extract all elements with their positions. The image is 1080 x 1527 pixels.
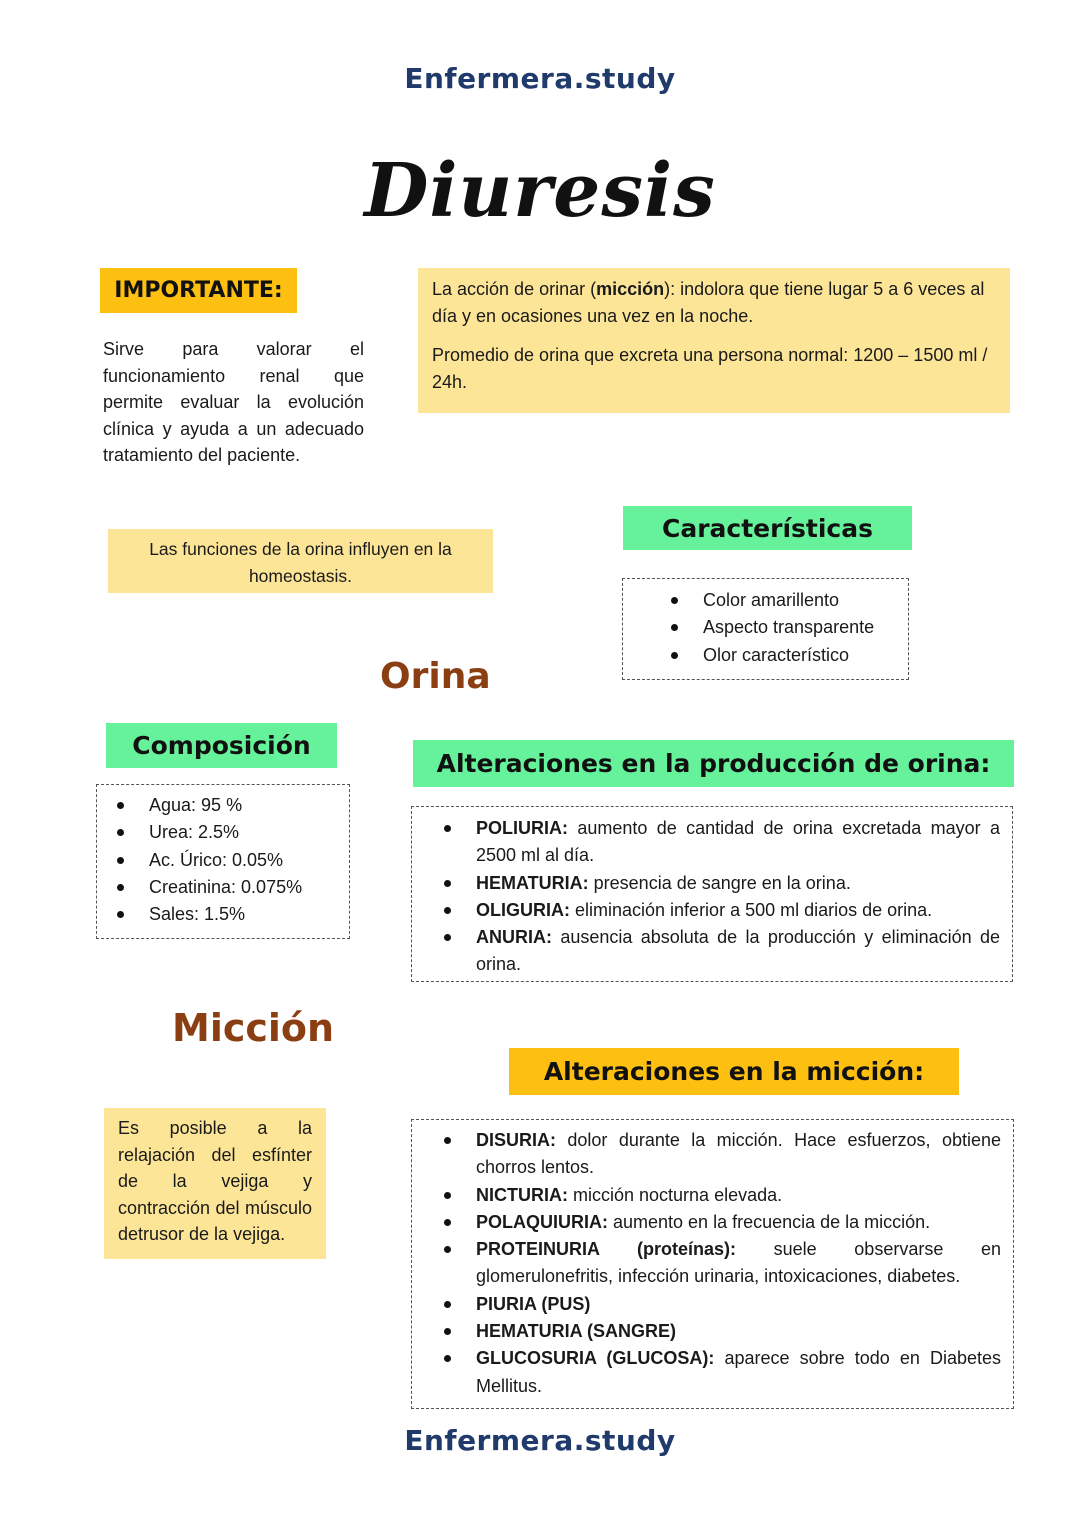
- miccion-heading: Micción: [172, 1006, 335, 1050]
- description: dolor durante la micción. Hace esfuerzos, obtiene chorros lentos.: [476, 1130, 1001, 1178]
- list-item: [424, 1182, 1001, 1209]
- list-item: Creatinina: 0.075%: [97, 874, 349, 901]
- list-item: [424, 1209, 1001, 1236]
- brand-logo: Enfermera.study: [404, 62, 676, 95]
- promedio-paragraph: Promedio de orina que excreta una persona normal: 1200 – 1500 ml / 24h.: [432, 345, 988, 392]
- text-fragment: La acción de orinar (: [432, 279, 597, 299]
- term: ANURIA:: [476, 927, 552, 948]
- description: aumento de cantidad de orina excretada mayor a 2500 ml al día.: [476, 818, 1000, 866]
- list-item: [424, 1236, 1001, 1291]
- homeostasis-box: Las funciones de la orina influyen en la homeostasis.: [108, 529, 493, 593]
- term: OLIGURIA:: [476, 899, 570, 920]
- term: POLAQUIURIA:: [476, 1211, 608, 1232]
- list-item: [424, 870, 1000, 897]
- bold-term: micción: [596, 279, 665, 299]
- list-item: Color amarillento: [651, 587, 908, 614]
- list-item: [424, 1318, 1001, 1345]
- alteraciones-miccion-list: [412, 1127, 1001, 1400]
- importante-label: IMPORTANTE:: [100, 268, 297, 313]
- description: eliminación inferior a 500 ml diarios de orina.: [570, 899, 933, 920]
- list-item: [424, 924, 1000, 979]
- term: HEMATURIA:: [476, 872, 589, 893]
- list-item: [424, 1345, 1001, 1400]
- list-item: Aspecto transparente: [651, 614, 908, 641]
- term: NICTURIA:: [476, 1184, 568, 1205]
- list-item: [424, 897, 1000, 924]
- description: presencia de sangre en la orina.: [588, 872, 851, 893]
- list-item: [424, 1127, 1001, 1182]
- composicion-label: Composición: [106, 723, 337, 768]
- description: micción nocturna elevada.: [568, 1184, 783, 1205]
- caracteristicas-box: [622, 578, 909, 680]
- alteraciones-produccion-box: [411, 806, 1013, 982]
- alteraciones-miccion-box: [411, 1119, 1014, 1409]
- composicion-list: [97, 792, 349, 928]
- alteraciones-produccion-label: Alteraciones en la producción de orina:: [413, 740, 1014, 787]
- list-item: Urea: 2.5%: [97, 819, 349, 846]
- term: HEMATURIA (SANGRE): [476, 1321, 676, 1342]
- description: suele observarse en glomerulonefritis, infección urinaria, intoxicaciones, diabetes.: [476, 1239, 1001, 1287]
- list-item: Agua: 95 %: [97, 792, 349, 819]
- list-item: [424, 1291, 1001, 1318]
- description: aumento en la frecuencia de la micción.: [608, 1211, 931, 1232]
- description: ausencia absoluta de la producción y eliminación de orina.: [476, 927, 1000, 975]
- importante-text: Sirve para valorar el funcionamiento renal que permite evaluar la evolución clínica y ayuda a un adecuado tratamiento del paciente.: [103, 339, 364, 465]
- caracteristicas-list: [651, 587, 908, 669]
- term: POLIURIA:: [476, 818, 568, 838]
- term: DISURIA:: [476, 1130, 556, 1150]
- composicion-box: [96, 784, 350, 939]
- miccion-box: Es posible a la relajación del esfínter de la vejiga y contracción del músculo detrusor de la vejiga.: [104, 1108, 326, 1259]
- list-item: Sales: 1.5%: [97, 901, 349, 928]
- list-item: Ac. Úrico: 0.05%: [97, 847, 349, 874]
- description: aparece sobre todo en Diabetes Mellitus.: [476, 1348, 1001, 1396]
- page-title: Diuresis: [364, 148, 716, 234]
- text-fragment: ): indolora que tiene lugar 5 a 6 veces al día y en ocasiones una vez en la noche.: [432, 279, 985, 326]
- miccion-info-box: [418, 268, 1010, 413]
- term: PIURIA (PUS): [476, 1293, 591, 1314]
- miccion-info-paragraph: [432, 276, 996, 329]
- term: GLUCOSURIA (GLUCOSA):: [476, 1348, 715, 1369]
- caracteristicas-label: Características: [623, 506, 912, 550]
- alteraciones-produccion-list: [412, 815, 1000, 979]
- term: PROTEINURIA (proteínas):: [476, 1239, 736, 1260]
- orina-heading: Orina: [380, 656, 491, 697]
- alteraciones-miccion-label: Alteraciones en la micción:: [509, 1048, 959, 1095]
- list-item: Olor característico: [651, 642, 908, 669]
- list-item: [424, 815, 1000, 870]
- footer-brand-logo: Enfermera.study: [404, 1424, 676, 1457]
